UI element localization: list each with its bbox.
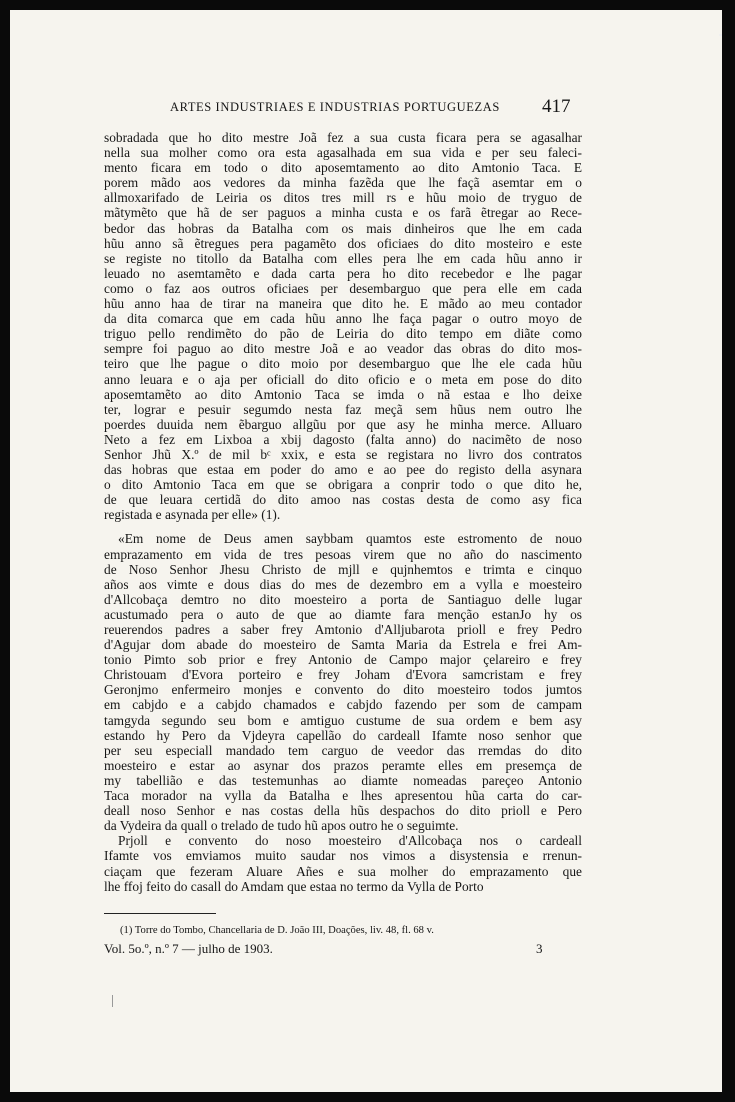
text-line: sobradada que ho dito mestre Joã fez a sua custa ficara pera se agasalhar <box>104 130 582 145</box>
text-line: lhe ffoj feito do casall do Amdam que estaa no termo da Vylla de Porto <box>104 878 484 894</box>
text-line: mento ficara em todo o dito aposemtamento ao dito Amtonio Taca. E <box>104 160 582 176</box>
text-line: Senhor Jhũ X.º de mil bᶜ xxix, e esta se registara no livro dos contratos <box>104 446 582 462</box>
text-line: poerdes duuida nem ẽbarguo allgũu por que asy he minha merce. Alluaro <box>104 416 582 432</box>
text-line: anno leuara e o aja per oficiall do dito oficio e o meta em pose do dito <box>104 371 582 387</box>
text-line: per seu especiall mandado tem carguo de veedor das rremdas do dito <box>104 742 582 758</box>
text-line: de Noso Senhor Jhesu Christo de mjll e qujnhemtos e trimta e cinquo <box>104 561 582 577</box>
text-line: leuado no asemtamẽto e dada carta pera ho dito recebedor e lhe pagar <box>104 265 582 281</box>
text-line: porem mãdo aos vedores da minha fazẽda que lhe façã asemtar em o <box>104 175 582 191</box>
text-line: o dito Amtonio Taca em que se obrigara a conprir todo o que dito he, <box>104 477 582 493</box>
running-title: ARTES INDUSTRIAES E INDUSTRIAS PORTUGUEZAS <box>170 100 500 114</box>
text-line: hũu anno sã ẽtregues pera pagamẽto dos oficiaes do dito mosteiro e este <box>104 235 582 251</box>
text-line: reuerendos padres a saber frey Amtonio d'Alljubarota prioll e frey Pedro <box>104 622 582 637</box>
text-line: Ifamte vos emviamos muito saudar nos vimos a disystensia e rrenun- <box>104 848 582 864</box>
text-line: d'Allcobaça demtro no dito moesteiro a porta de Santiaguo delle lugar <box>104 591 582 607</box>
text-line: registada e asynada per elle» (1). <box>104 507 281 523</box>
text-line: bedor das hobras da Batalha com os mais dinheiros que lhe em cada <box>104 220 582 236</box>
text-line: de que leuara certidã do dito amoo nas costas desta de como asy fica <box>104 492 582 508</box>
text-line: «Em nome de Deus amen saybbam quamtos este estromento de nouo <box>118 531 582 547</box>
text-line: nella sua molher como ora esta agasalhada em sua vida e per seu faleci- <box>104 145 582 161</box>
paragraph-document-transcription <box>104 531 582 833</box>
text-line: allmoxarifado de Leiria os ditos tres mill rs e hũu moio de tryguo de <box>104 190 582 206</box>
text-line: moesteiro e estar ao asynar dos prazos peramte elles em presemça de <box>104 757 582 773</box>
text-line: tonio Pimto sob prior e frey Antonio de Campo major çelareiro e frey <box>104 652 582 668</box>
text-line: my tabellião e das testemunhas ao diamte nomeadas pareçeo Antonio <box>104 772 582 788</box>
text-line: ter, lograr e pesuir segumdo nesta faz meçã sem hũus nem outro lhe <box>104 401 582 417</box>
volume-line <box>104 941 582 959</box>
text-line: aposemtamẽto ao dito Amtonio Taca se imda o nã estaa e lho deixe <box>104 386 582 402</box>
text-line: estando hy Pero da Vjdeyra capellão do cardeall Ifamte noso senhor que <box>104 727 582 743</box>
paragraph-letter <box>104 833 582 893</box>
footnote-rule <box>104 913 216 914</box>
body-text <box>104 130 582 894</box>
text-line: años aos vimte e dous dias do mes de dezembro em a vylla e moesteiro <box>104 576 582 592</box>
text-line: teiro que lhe pague o dito moio por desembarguo que lhe ele cada hũu <box>104 356 582 372</box>
text-line: tamgyda segundo seu bom e amtiguo custume de sua ordem e bem asy <box>104 712 582 728</box>
running-head <box>10 98 722 120</box>
footnote: (1) Torre do Tombo, Chancellaria de D. João III, Doações, liv. 48, fl. 68 v. <box>120 925 434 936</box>
text-line: em cabjdo e a cabjdo chamados e cabjdo fazendo per som de campam <box>104 697 582 713</box>
text-line: ciaçam que fezeram Aluare Añes e sua molher do emprazamento que <box>104 863 582 879</box>
stray-mark <box>112 995 113 1007</box>
text-line: deall noso Senhor e nas costas della hũs despachos do dito prioll e Pero <box>104 803 582 819</box>
page <box>10 10 722 1092</box>
text-line: mãtymẽto que hã de ser paguos a minha custa e os farã ẽtregar ao Rece- <box>104 205 582 221</box>
text-line: Neto a fez em Lixboa a xbij dagosto (falta anno) do nacimẽto de noso <box>104 431 582 447</box>
text-line: como o faz aos outros oficiaes per desembarguo que pera elle em cada <box>104 280 582 296</box>
text-line: se registe no titollo da Batalha com elles pera lhe em cada hũu anno ir <box>104 250 582 266</box>
corner-mark <box>719 34 722 46</box>
text-line: da dita comarca que em cada hũu anno lhe faça pagar o outro moyo de <box>104 311 582 327</box>
text-line: Christouam d'Evora porteiro e frey Joham d'Evora samcristam e frey <box>104 667 582 683</box>
text-line: da Vydeira da quall o trelado de tudo hũ apos outro he o seguimte. <box>104 818 459 834</box>
text-line: acustumado pera o auto de que ao diamte fara menção estanJo hy os <box>104 606 582 622</box>
volume-info: Vol. 5o.º, n.º 7 — julho de 1903. <box>104 941 273 956</box>
text-line: das hobras que estaa em poder do amo e ao pee do registo della asynara <box>104 462 582 478</box>
text-line: Prjoll e convento do noso moesteiro d'Allcobaça nos o cardeall <box>118 833 582 849</box>
paragraph-continuation <box>104 130 582 522</box>
text-line: hũu anno haa de tirar na maneira que dito he. E mãdo ao meu contador <box>104 296 582 312</box>
text-line: Taca morador na vylla da Batalha e lhes apresentou hũa carta do car- <box>104 788 582 804</box>
page-number: 417 <box>542 96 571 117</box>
text-line: sempre foi paguo ao dito mestre Joã e ao veador das obras do dito mos- <box>104 341 582 357</box>
text-line: emprazamento em vida de tres pesoas virem que no año do nascimento <box>104 546 582 562</box>
text-line: triguo pello rendimẽto do pão de Leiria do dito tempo em diãte como <box>104 326 582 342</box>
text-line: Geronjmo enfermeiro monjes e convento do dito moesteiro todos jumtos <box>104 682 582 698</box>
signature-mark: 3 <box>536 941 543 956</box>
text-line: d'Agujar dom abade do moesteiro de Samta Maria da Estrela e frei Am- <box>104 637 582 653</box>
